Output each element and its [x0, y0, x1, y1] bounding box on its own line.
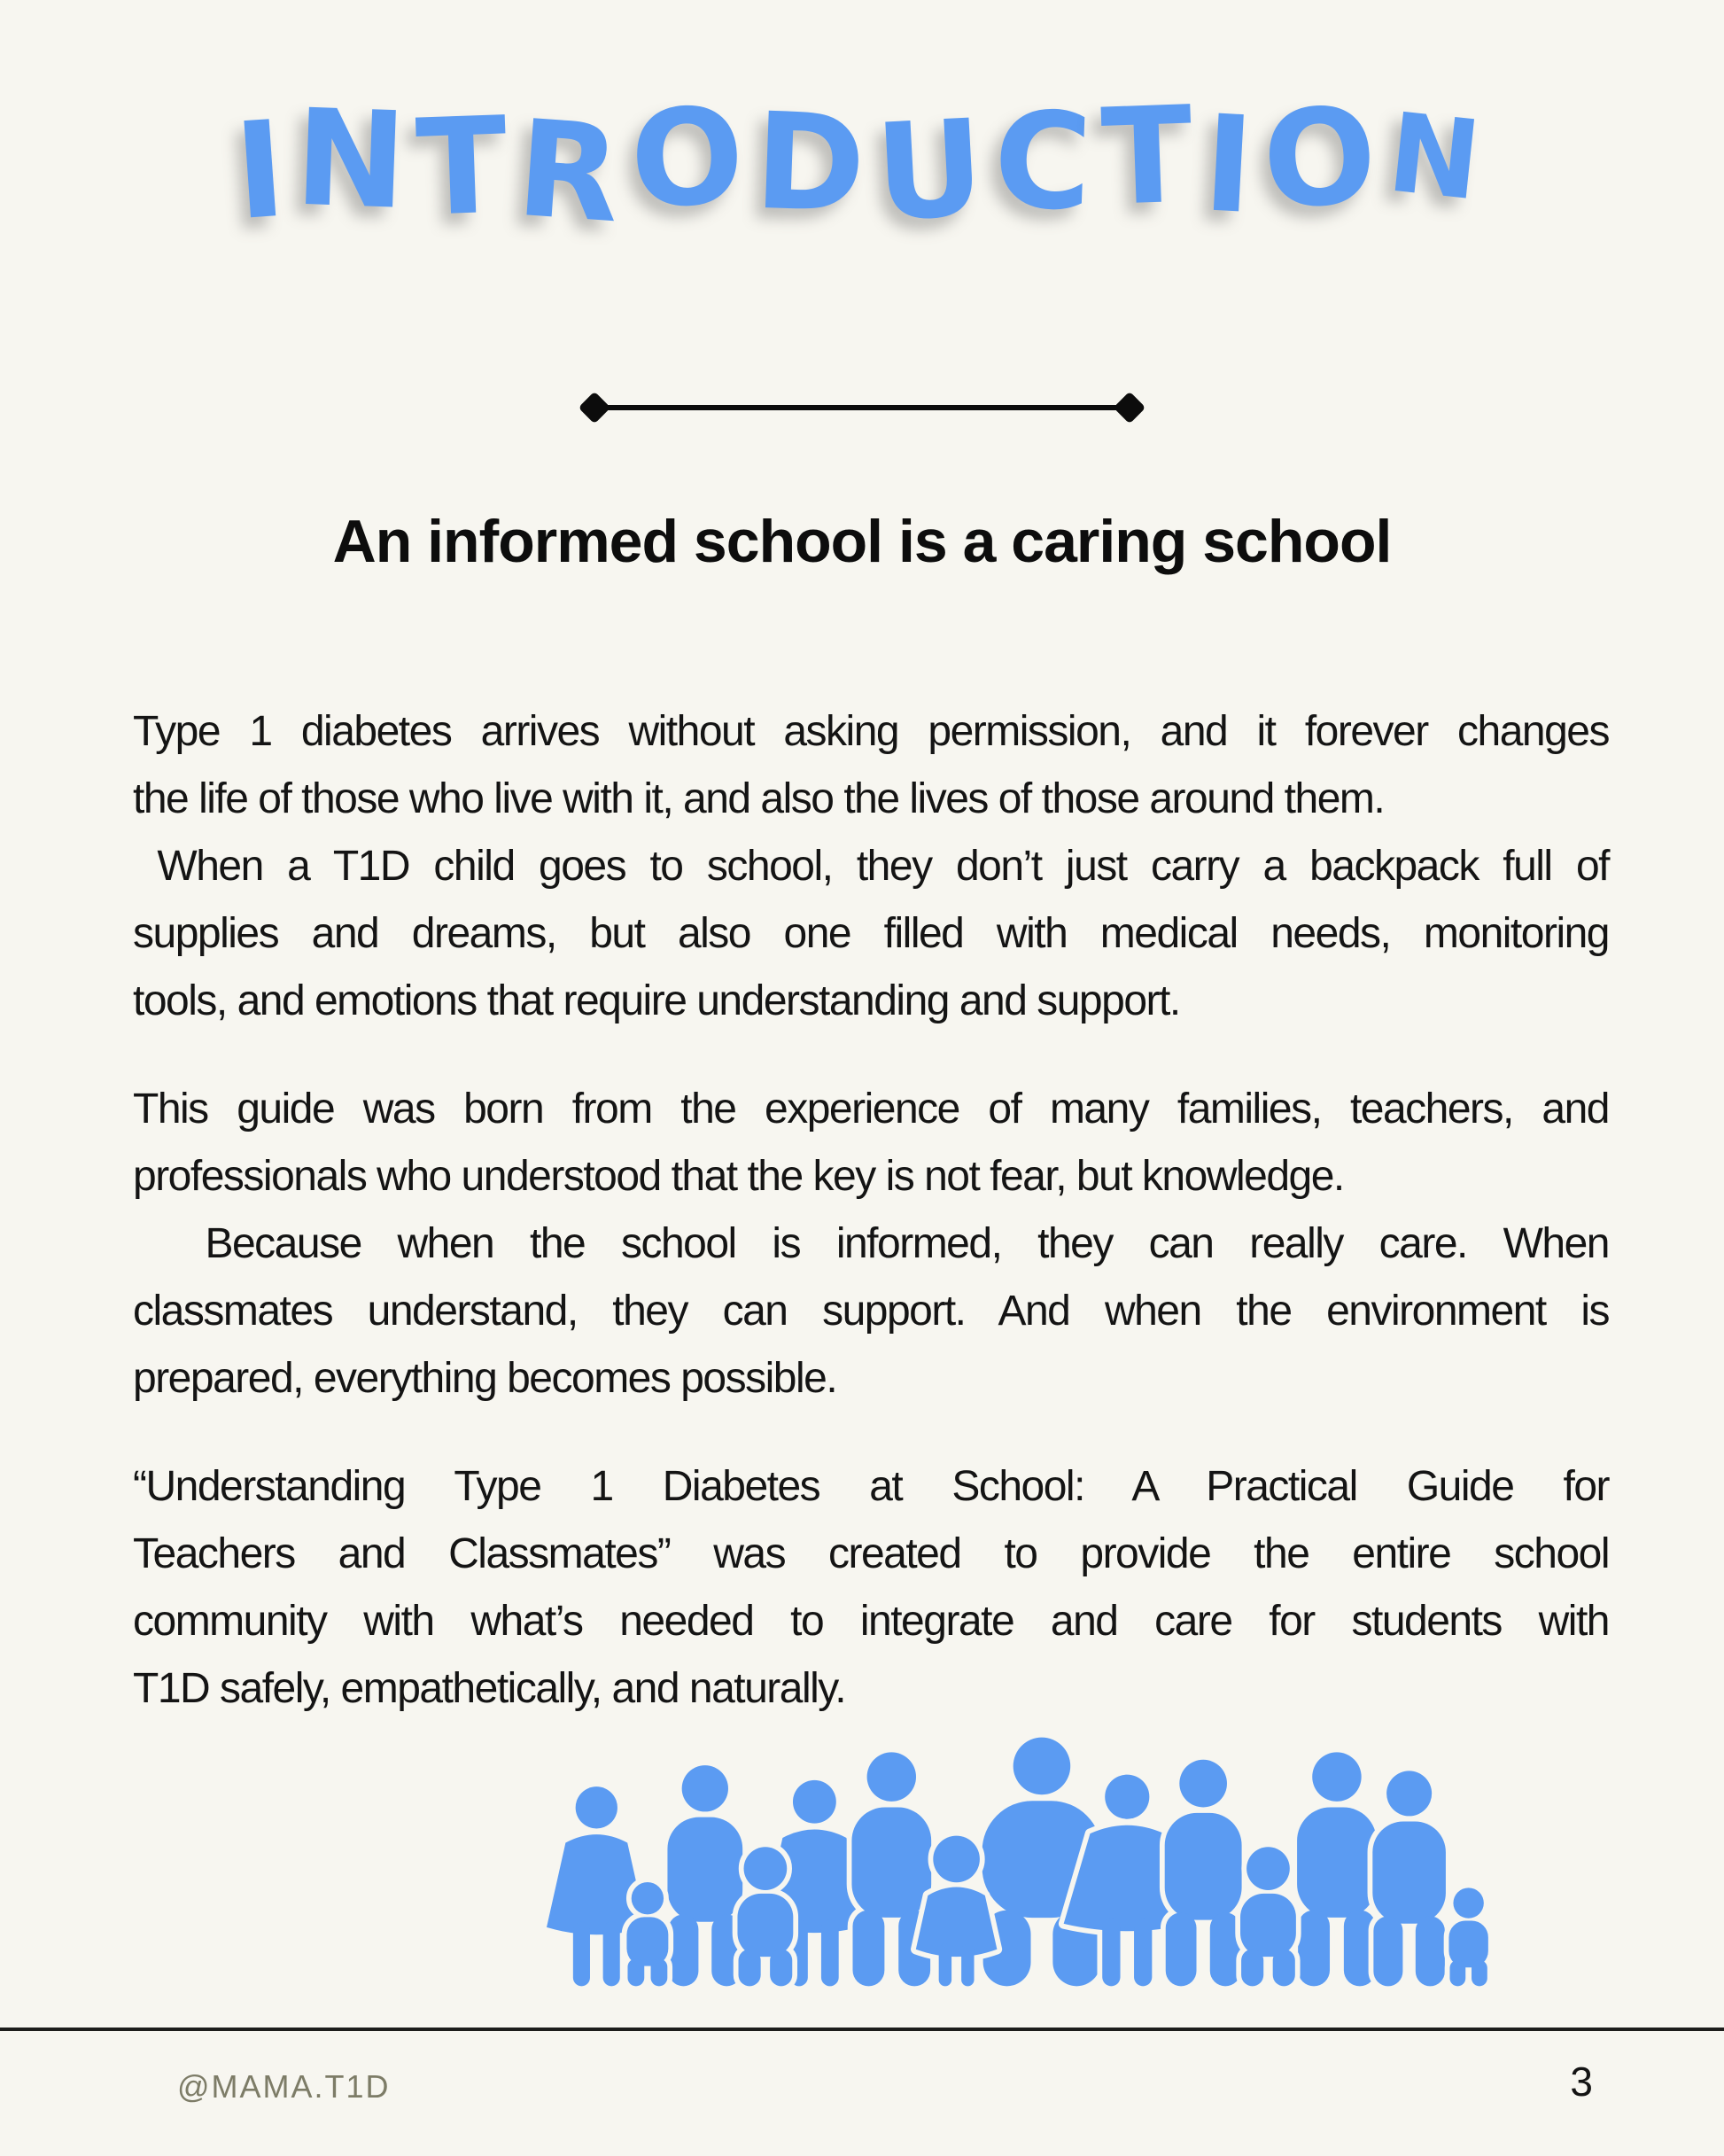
paragraph [133, 698, 1609, 1035]
title-letter: R [512, 91, 636, 254]
text-line: T1D safely, empathetically, and naturally. [133, 1665, 846, 1712]
paragraph [133, 1453, 1609, 1723]
page-number: 3 [1570, 2059, 1593, 2105]
text-line: Type 1 diabetes arrives without asking permission, and it forever changes [133, 708, 1609, 755]
section-heading: An informed school is a caring school [332, 508, 1392, 575]
divider-line [592, 405, 1132, 410]
title-letter: O [628, 79, 757, 238]
text-line: This guide was born from the experience of many families, teachers, and [133, 1086, 1609, 1132]
text-line: When a T1D child goes to school, they don’t just carry a backpack full of [133, 843, 1610, 890]
footer-divider [0, 2028, 1724, 2031]
footer-handle: @MAMA.T1D [177, 2068, 391, 2105]
text-line: supplies and dreams, but also one filled with medical needs, monitoring [133, 910, 1609, 957]
title-letter: T [1099, 78, 1207, 236]
text-line: Teachers and Classmates” was created to provide the entire school [133, 1530, 1609, 1577]
title-letter: I [1199, 87, 1268, 245]
text-line: the life of those who live with it, and also the lives of those around them. [133, 775, 1385, 822]
community-people-crowd-icon [532, 1726, 1515, 1997]
title-letter: C [991, 82, 1106, 242]
text-line: professionals who understood that the key is not fear, but knowledge. [133, 1153, 1344, 1200]
title-letter: I [229, 91, 301, 251]
title-letter: D [751, 84, 879, 244]
title-divider [583, 393, 1141, 422]
title-letter: N [292, 81, 420, 240]
text-line: community with what’s needed to integrate and care for students with [133, 1598, 1609, 1645]
text-line: Because when the school is informed, they can really care. When [133, 1220, 1609, 1267]
text-line: classmates understand, they can support. And when the environment is [133, 1288, 1609, 1335]
title-letter: T [414, 89, 522, 246]
paragraph [133, 1076, 1609, 1413]
divider-diamond-right-icon [1114, 392, 1146, 424]
title-letter: N [1382, 90, 1497, 227]
text-line: prepared, everything becomes possible. [133, 1355, 837, 1402]
title-letter: U [872, 90, 999, 252]
body-text [133, 698, 1609, 1763]
title-letter: O [1259, 78, 1392, 239]
page-title [0, 78, 1724, 255]
text-line: tools, and emotions that require understanding and support. [133, 977, 1180, 1024]
text-line: “Understanding Type 1 Diabetes at School: A Practical Guide for [133, 1463, 1609, 1510]
